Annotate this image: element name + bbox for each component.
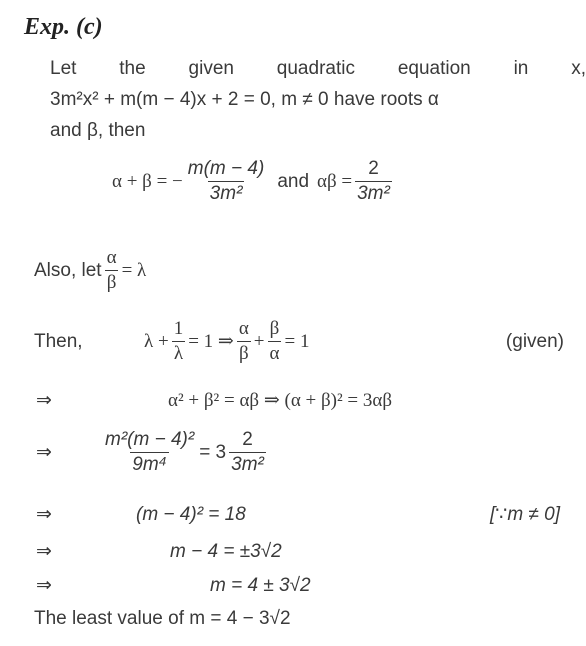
intro-line-3: and β, then [50, 120, 146, 141]
product-numerator: 2 [368, 158, 379, 179]
also-text: Also, let [34, 259, 102, 281]
step-1-equation: α² + β² = αβ ⇒ (α + β)² = 3αβ [168, 390, 393, 411]
step-5-equation: m = 4 ± 3√2 [210, 574, 311, 596]
sum-denominator: 3m² [209, 183, 243, 204]
given-note: (given) [505, 330, 564, 352]
also-let-line [34, 247, 146, 294]
sum-numerator: m(m − 4) [187, 158, 265, 179]
step-2-numerator-2: 2 [242, 429, 253, 450]
step-2 [36, 429, 269, 476]
then-f1-num: 1 [173, 318, 184, 339]
heading: Exp. (c) [24, 14, 103, 40]
then-label: Then, [34, 330, 83, 352]
beta-over-alpha [268, 318, 282, 365]
implies-arrow: ⇒ [36, 541, 52, 562]
implies-arrow: ⇒ [36, 390, 52, 411]
step-2-numerator: m²(m − 4)² [105, 429, 195, 450]
step-3 [36, 503, 560, 526]
intro-word: the [119, 58, 146, 79]
conclusion: The least value of m = 4 − 3√2 [34, 608, 291, 629]
one-over-lambda [172, 318, 186, 365]
step-5 [36, 574, 311, 597]
sum-fraction [186, 158, 267, 205]
intro-word: Let [50, 58, 77, 79]
intro-word: in [513, 58, 529, 79]
product-fraction [355, 158, 392, 205]
sum-product-equation [112, 158, 395, 205]
step-2-denominator-2: 3m² [231, 454, 264, 475]
implies-arrow: ⇒ [36, 442, 52, 463]
product-lhs: αβ = [317, 170, 353, 192]
implies-arrow: ⇒ [36, 504, 52, 525]
step-2-denominator: 9m⁴ [132, 454, 167, 475]
step-2-fraction-2 [229, 429, 266, 476]
alpha-over-beta-2 [237, 318, 251, 365]
step-3-note: [∵m ≠ 0] [489, 504, 560, 525]
intro-line-2: 3m²x² + m(m − 4)x + 2 = 0, m ≠ 0 have roots α [50, 89, 439, 110]
then-f3-num: β [269, 318, 280, 339]
then-lead: λ + [144, 330, 169, 352]
product-denominator: 3m² [357, 183, 390, 204]
step-1 [36, 389, 392, 412]
and-word: and [277, 170, 310, 192]
then-mid: = 1 ⇒ [188, 331, 234, 352]
intro-word: given [188, 58, 234, 79]
step-3-equation: (m − 4)² = 18 [136, 503, 246, 525]
then-tail: = 1 [284, 330, 310, 352]
then-plus: + [253, 330, 265, 352]
implies-arrow: ⇒ [36, 575, 52, 596]
step-2-fraction [103, 429, 196, 476]
intro-word: equation [397, 58, 471, 79]
then-f2-num: α [238, 318, 249, 339]
then-line [34, 318, 564, 365]
then-f1-den: λ [173, 343, 184, 364]
step-2-mid: = 3 [199, 441, 227, 463]
step-4-equation: m − 4 = ±3√2 [170, 540, 282, 562]
then-f3-den: α [269, 343, 280, 364]
sum-lhs: α + β = − [112, 170, 183, 192]
intro-line-1 [50, 58, 586, 80]
alpha-over-beta [105, 247, 119, 294]
step-4 [36, 540, 282, 563]
then-f2-den: β [238, 343, 249, 364]
also-numerator: α [106, 247, 117, 268]
also-rhs: = λ [121, 259, 147, 281]
also-denominator: β [106, 272, 117, 293]
intro-word: x, [571, 58, 586, 79]
intro-word: quadratic [276, 58, 355, 79]
